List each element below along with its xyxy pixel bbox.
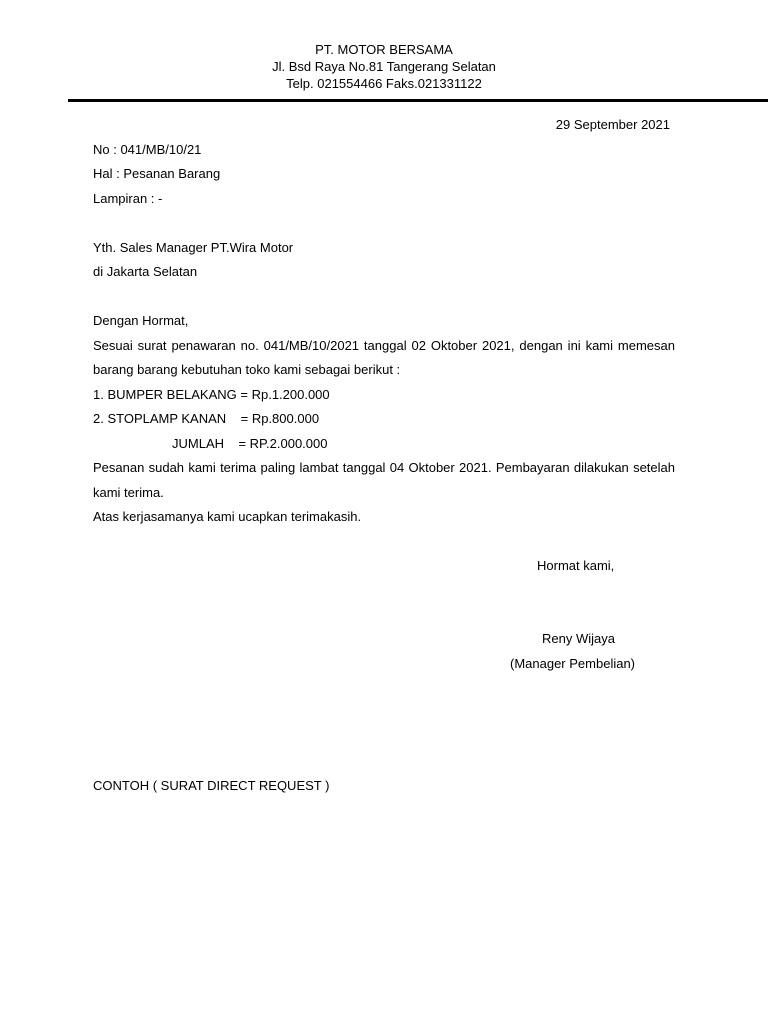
intro-paragraph-line-2: barang barang kebutuhan toko kami sebagai berikut : (93, 362, 401, 377)
letterhead-divider (68, 99, 768, 102)
letter-number: No : 041/MB/10/21 (93, 142, 202, 157)
recipient-line-2: di Jakarta Selatan (93, 264, 198, 279)
signatory-title: (Manager Pembelian) (510, 656, 636, 671)
letter-date: 29 September 2021 (555, 117, 670, 132)
company-name: PT. MOTOR BERSAMA (315, 42, 453, 57)
closing-sentence: Atas kerjasamanya kami ucapkan terimakasih. (93, 509, 362, 524)
company-address: Jl. Bsd Raya No.81 Tangerang Selatan (272, 59, 496, 74)
document-caption: CONTOH ( SURAT DIRECT REQUEST ) (93, 778, 330, 793)
recipient-line-1: Yth. Sales Manager PT.Wira Motor (93, 240, 294, 255)
signature-salutation: Hormat kami, (537, 558, 615, 573)
order-item: 1. BUMPER BELAKANG = Rp.1.200.000 (93, 387, 330, 402)
company-phone: Telp. 021554466 Faks.021331122 (286, 76, 482, 91)
delivery-paragraph-line-1: Pesanan sudah kami terima paling lambat tanggal 04 Oktober 2021. Pembayaran dilakukan setelah (93, 460, 675, 475)
order-total: JUMLAH = RP.2.000.000 (172, 436, 328, 451)
letter-attachment: Lampiran : - (93, 191, 163, 206)
letter-subject: Hal : Pesanan Barang (93, 166, 221, 181)
order-item: 2. STOPLAMP KANAN = Rp.800.000 (93, 411, 320, 426)
greeting: Dengan Hormat, (93, 313, 189, 328)
intro-paragraph-line-1: Sesuai surat penawaran no. 041/MB/10/2021 tanggal 02 Oktober 2021, dengan ini kami memesan (93, 338, 675, 353)
signatory-name: Reny Wijaya (542, 631, 615, 646)
delivery-paragraph-line-2: kami terima. (93, 485, 164, 500)
